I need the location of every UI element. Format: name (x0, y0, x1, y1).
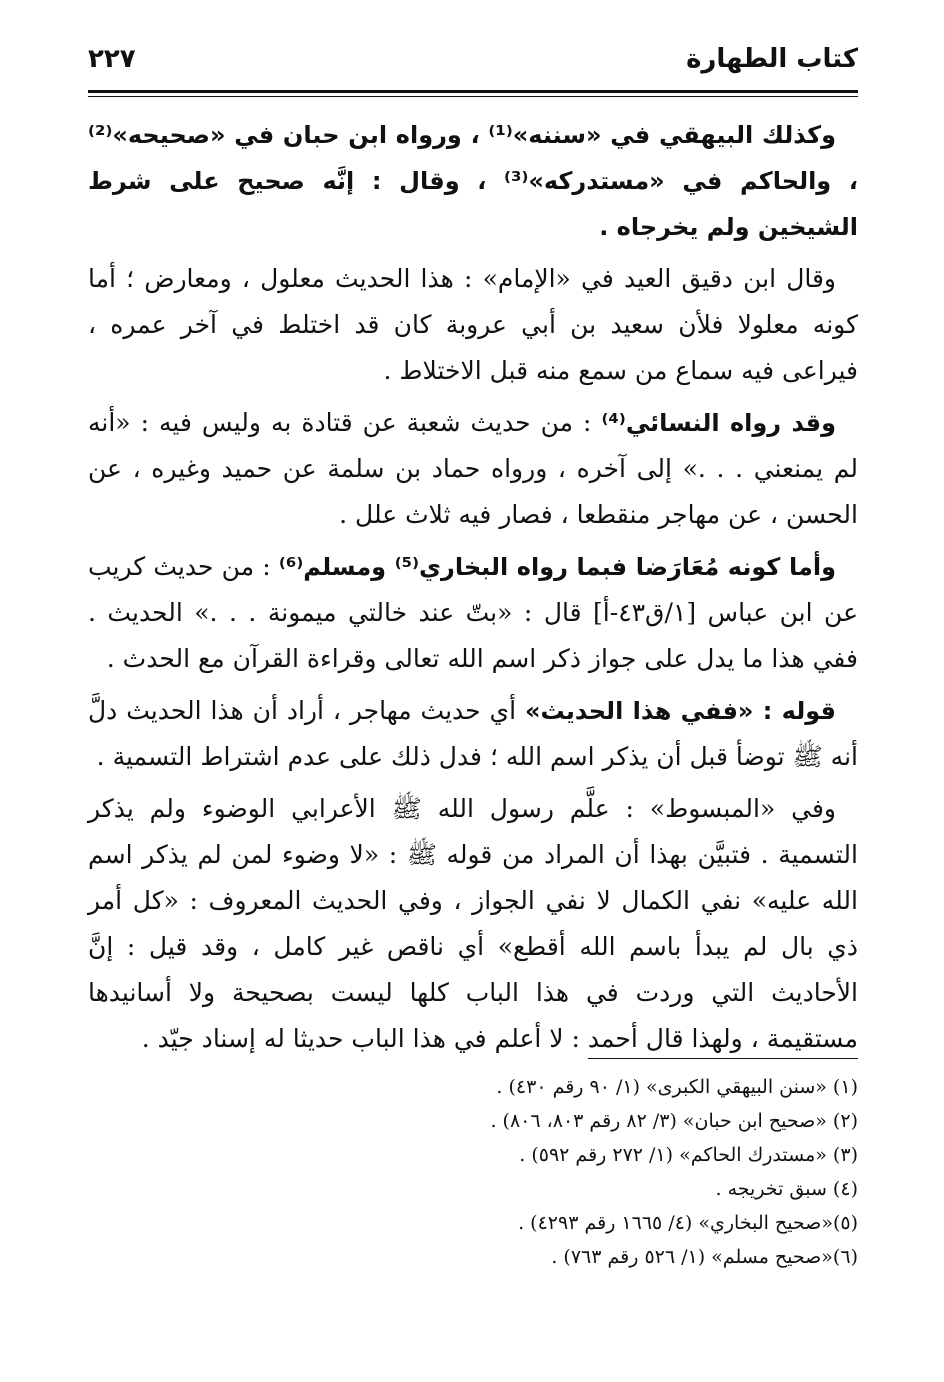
page-number: ٢٢٧ (88, 44, 136, 74)
paragraph-lead: وأما كونه مُعَارَضا فبما رواه البخاري⁽⁵⁾ ومسلم⁽⁶⁾ (278, 553, 836, 581)
footnote: (٣) «مستدرك الحاكم» (١/ ٢٧٢ رقم ٥٩٢) . (519, 1144, 858, 1166)
paragraph-lead: وقد رواه النسائي⁽⁴⁾ (601, 409, 837, 437)
footnote: (٥)«صحيح البخاري» (٤/ ١٦٦٥ رقم ٤٢٩٣) . (518, 1212, 858, 1234)
footnotes (88, 1070, 858, 1274)
paragraph-text: وفي «المبسوط» : علَّم رسول الله ﷺ الأعرابي الوضوء ولم يذكر التسمية . فتبيَّن بهذا أن المراد من قوله ﷺ : «لا وضوء لمن لم يذكر اسم الله عليه» نفي الكمال لا نفي الجواز ، وفي الحديث المعروف : «كل أمر ذي بال لم يبدأ باسم الله أقطع» أي ناقص غير كامل ، وقد قيل : إنَّ الأحاديث التي وردت في هذا الباب كلها ليست بصحيحة ولا أسانيدها مستقيمة ، ولهذا قال أحمد : لا أعلم في هذا الباب حديثا له إسناد جيّد . (88, 794, 858, 1053)
paragraph (88, 786, 858, 1062)
footnote: (٤) سبق تخريجه . (715, 1178, 858, 1200)
paragraph (88, 112, 858, 250)
paragraph (88, 544, 858, 682)
paragraph (88, 688, 858, 780)
paragraph-text: أي حديث مهاجر ، أراد أن هذا الحديث دلَّ أنه ﷺ توضأ قبل أن يذكر اسم الله ؛ فدل ذلك على عدم اشتراط التسمية . (88, 696, 858, 771)
paragraph-text: : من حديث كريب عن ابن عباس [١/ق٤٣-أ] قال : «بتّ عند خالتي ميمونة . . .» الحديث . ففي هذا ما يدل على جواز ذكر اسم الله تعالى وقراءة القرآن مع الحدث . (88, 552, 859, 673)
footnote: (٢) «صحيح ابن حبان» (٣/ ٨٢ رقم ٨٠٣، ٨٠٦) . (490, 1110, 858, 1132)
footnote: (١) «سنن البيهقي الكبرى» (١/ ٩٠ رقم ٤٣٠) . (496, 1076, 858, 1098)
header-rule-thin (88, 96, 858, 97)
paragraph-lead: قوله : «ففي هذا الحديث» (524, 697, 837, 725)
page-header (88, 40, 858, 90)
paragraph (88, 256, 858, 394)
paragraph (88, 400, 858, 538)
running-title: كتاب الطهارة (686, 44, 858, 74)
header-rule-thick (88, 90, 858, 93)
footnote: (٦)«صحيح مسلم» (١/ ٥٢٦ رقم ٧٦٣) . (551, 1246, 858, 1268)
footnote-divider (588, 1058, 858, 1059)
paragraph-text: : من حديث شعبة عن قتادة به وليس فيه : «أنه لم يمنعني . . .» إلى آخره ، ورواه حماد بن سلمة عن حميد وغيره ، عن الحسن ، عن مهاجر منقطعا ، فصار فيه ثلاث علل . (88, 408, 858, 529)
main-text (88, 112, 858, 1068)
paragraph-text: وقال ابن دقيق العيد في «الإمام» : هذا الحديث معلول ، ومعارض ؛ أما كونه معلولا فلأن سعيد بن أبي عروبة كان قد اختلط في آخر عمره ، فيراعى فيه سماع من سمع منه قبل الاختلاط . (88, 264, 858, 385)
paragraph-text: وكذلك البيهقي في «سننه»⁽¹⁾ ، ورواه ابن حبان في «صحيحه»⁽²⁾ ، والحاكم في «مستدركه»⁽³⁾ ، وقال : إنَّه صحيح على شرط الشيخين ولم يخرجاه . (88, 121, 858, 241)
